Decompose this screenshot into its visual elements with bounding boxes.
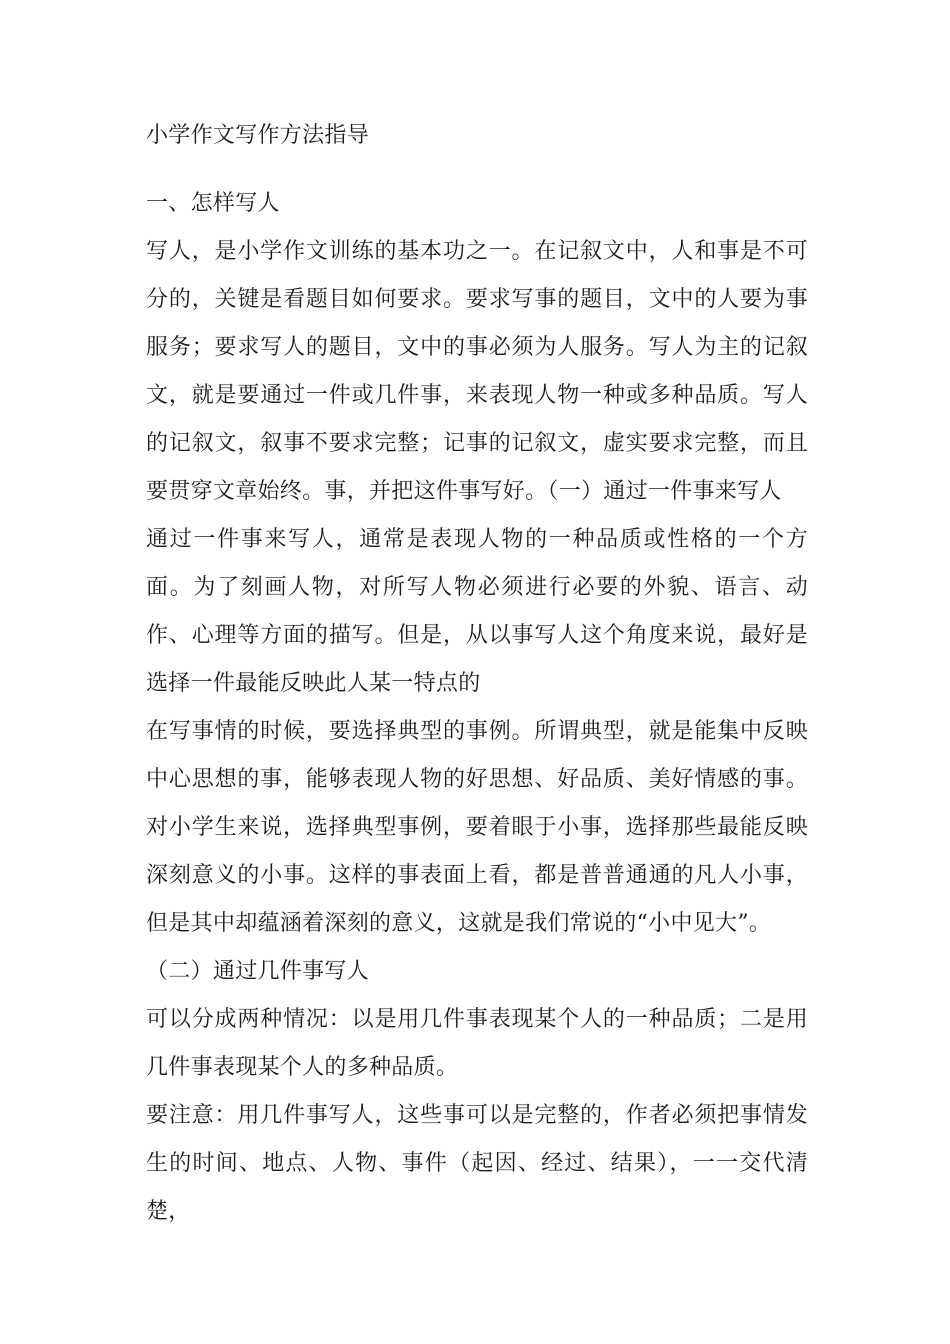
paragraph-intro: 写人，是小学作文训练的基本功之一。在记叙文中，人和事是不可分的，关键是看题目如何要求。要求写事的题目，文中的人要为事服务；要求写人的题目，文中的事必须为人服务。写人为主的记叙文，就是要通过一件或几件事，来表现人物一种或多种品质。写人的记叙文，叙事不要求完整；记事的记叙文，虚实要求完整，而且要贯穿文章始终。事，并把这件事写好。（一）通过一件事来写人: [146, 239, 808, 504]
section-heading-how-to-write-people: 一、怎样写人: [146, 191, 280, 216]
paragraph-typical-events: 在写事情的时候，要选择典型的事例。所谓典型，就是能集中反映中心思想的事，能够表现人物的好思想、好品质、美好情感的事。对小学生来说，选择典型事例，要着眼于小事，选择那些最能反映深刻意义的小事。这样的事表面上看，都是普普通通的凡人小事，但是其中却蕴涵着深刻的意义，这就是我们常说的“小中见大”。: [146, 719, 808, 936]
document-body: [146, 112, 808, 1236]
subheading-several-events: （二）通过几件事写人: [146, 959, 370, 984]
paragraph-attention: 要注意：用几件事写人，这些事可以是完整的，作者必须把事情发生的时间、地点、人物、事件（起因、经过、结果），一一交代清楚，: [146, 1103, 808, 1224]
paragraph-two-cases: 可以分成两种情况：以是用几件事表现某个人的一种品质；二是用几件事表现某个人的多种品质。: [146, 1007, 808, 1080]
paragraph-one-event: 通过一件事来写人，通常是表现人物的一种品质或性格的一个方面。为了刻画人物，对所写人物必须进行必要的外貌、语言、动作、心理等方面的描写。但是，从以事写人这个角度来说，最好是选择一件最能反映此人某一特点的: [146, 527, 808, 696]
document-title: 小学作文写作方法指导: [146, 123, 370, 148]
